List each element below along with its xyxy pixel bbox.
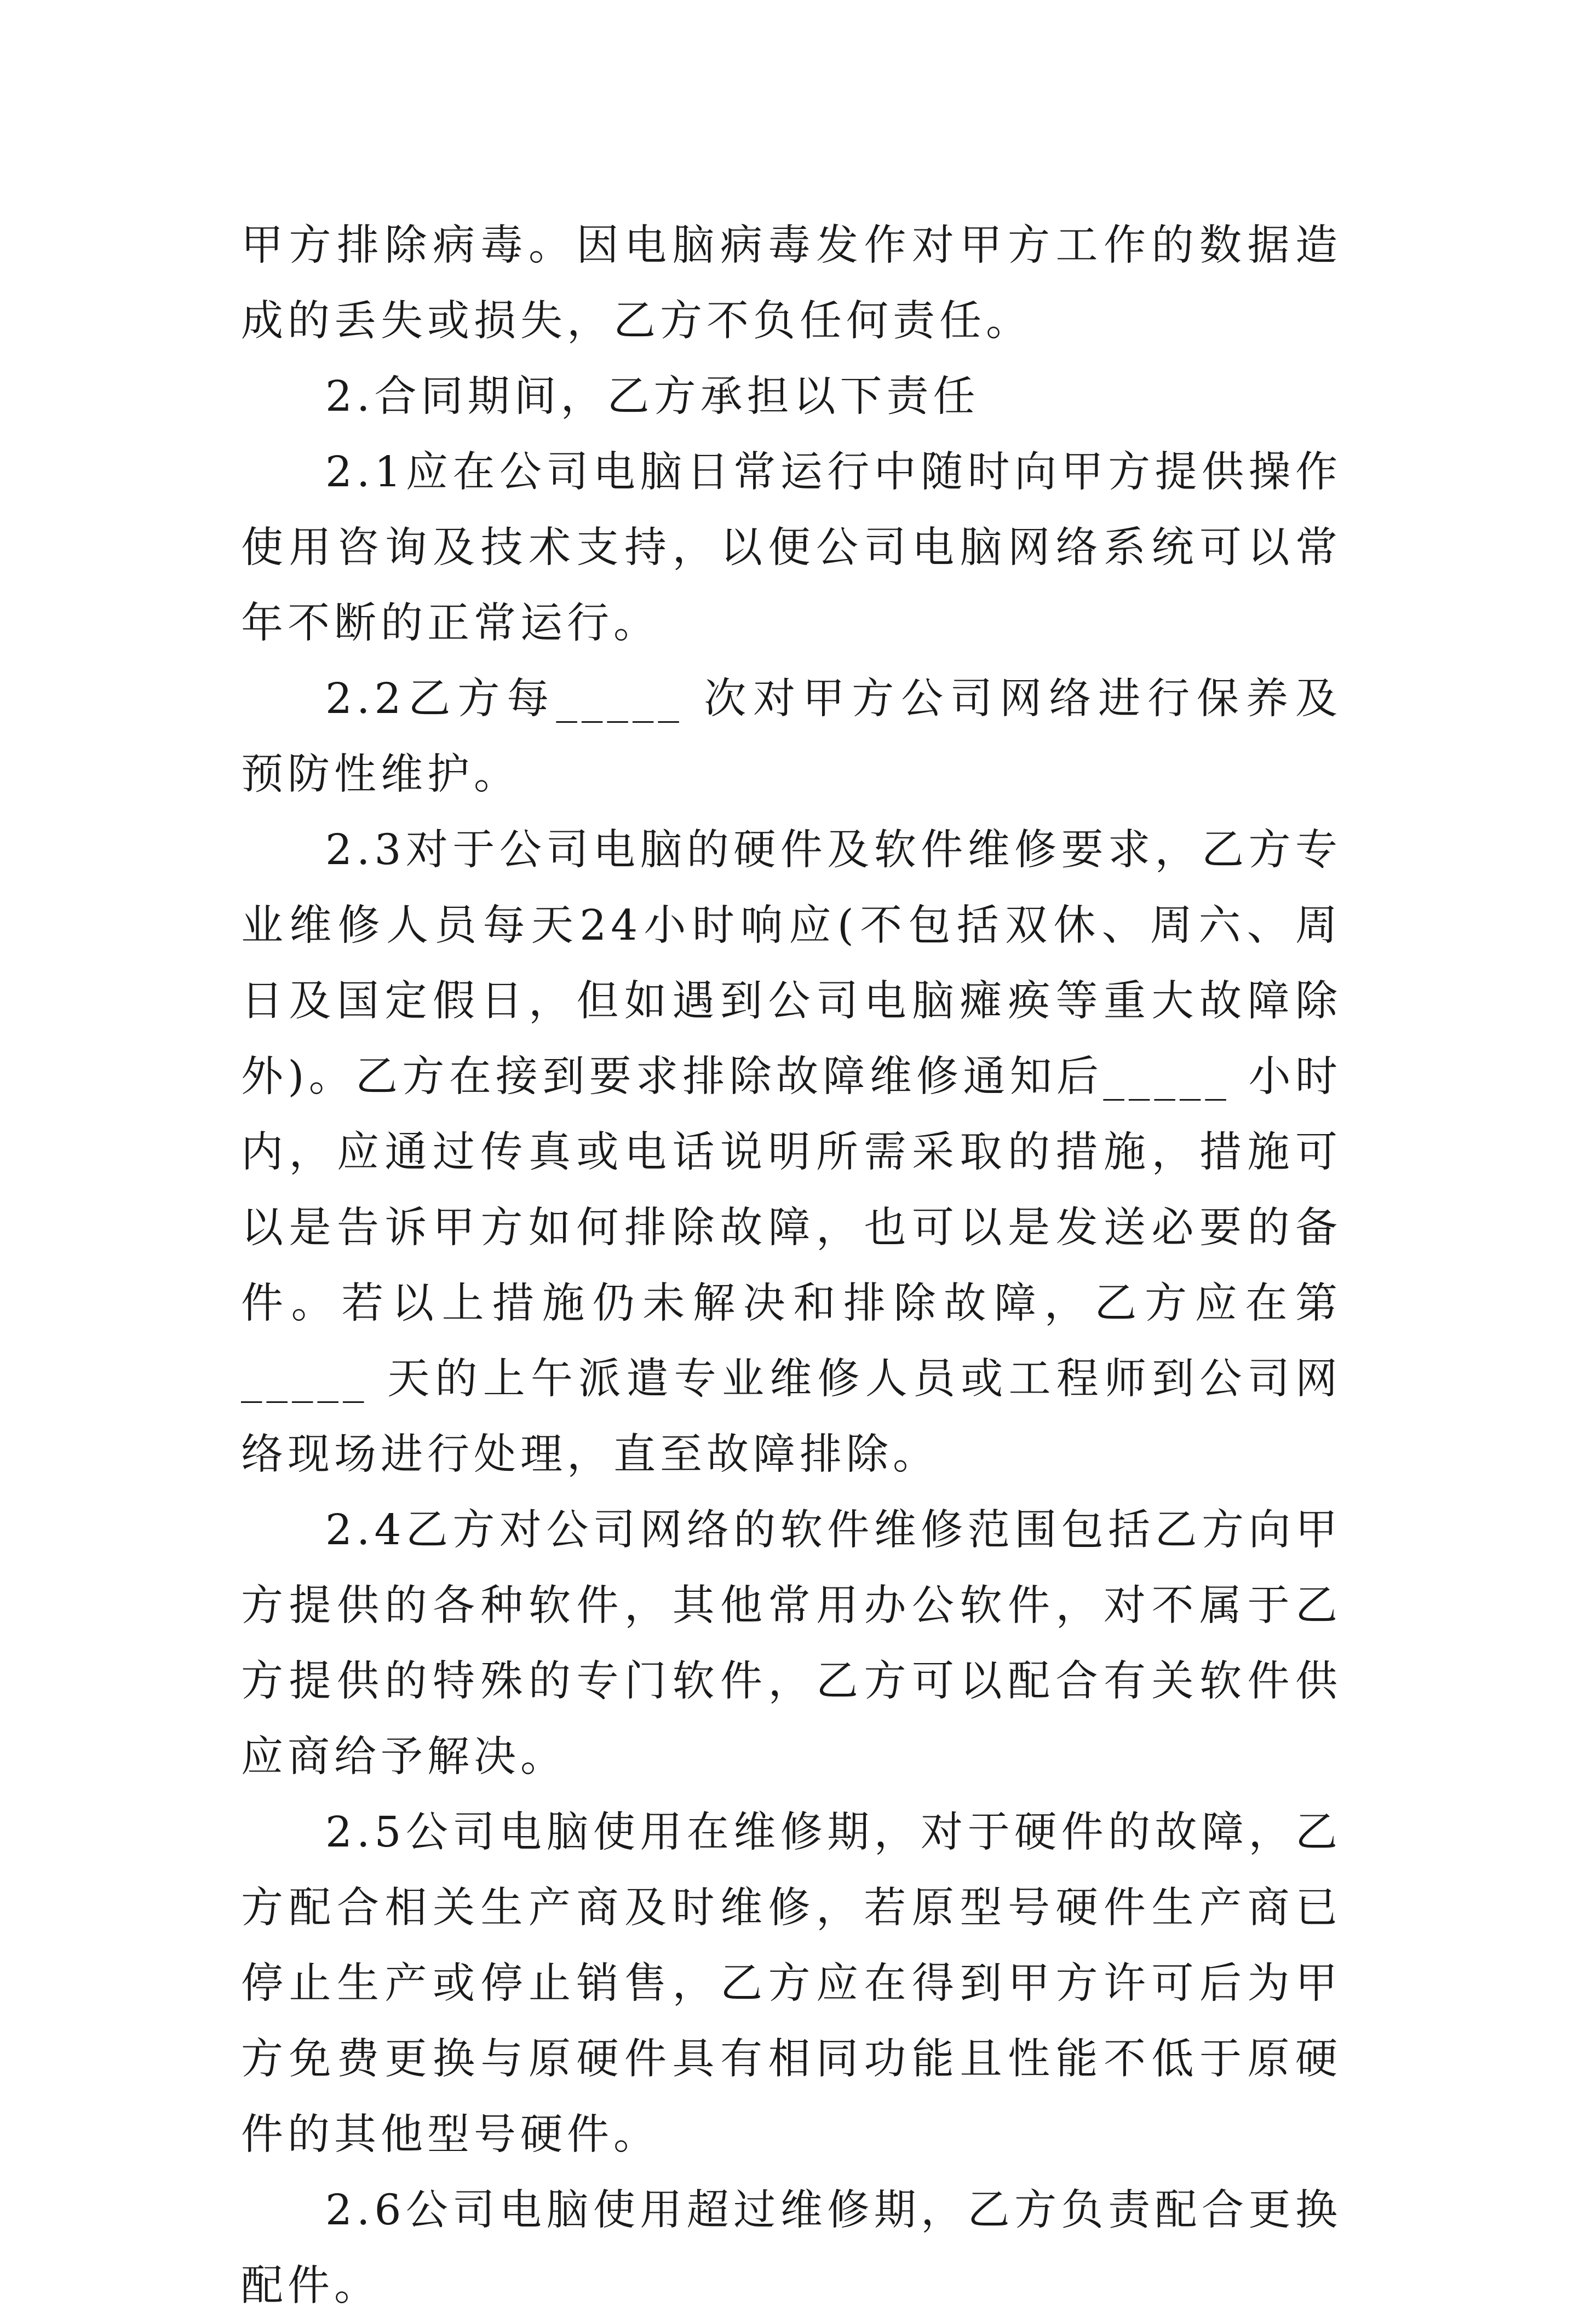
paragraph-2-6: 2.6公司电脑使用超过维修期，乙方负责配合更换配件。	[241, 2186, 1342, 2310]
paragraph-2-3: 2.3对于公司电脑的硬件及软件维修要求，乙方专业维修人员每天24小时响应(不包括双休、周六、周日及国定假日，但如遇到公司电脑瘫痪等重大故障除外)。乙方在接到要求排除故障维修通知后_____ 小时内，应通过传真或电话说明所需采取的措施，措施可以是告诉甲方如何排除故障，也可以是发送必要的备件。若以上措施仍未解决和排除故障，乙方应在第_____ 天的上午派遣专业维修人员或工程师到公司网络现场进行处理，直至故障排除。	[241, 826, 1342, 1479]
document-body	[241, 208, 1342, 2324]
paragraph-2-1: 2.1应在公司电脑日常运行中随时向甲方提供操作使用咨询及技术支持，以便公司电脑网络系统可以常年不断的正常运行。	[241, 448, 1342, 648]
paragraph-2-5: 2.5公司电脑使用在维修期，对于硬件的故障，乙方配合相关生产商及时维修，若原型号硬件生产商已停止生产或停止销售，乙方应在得到甲方许可后为甲方免费更换与原硬件具有相同功能且性能不低于原硬件的其他型号硬件。	[241, 1808, 1342, 2159]
paragraph-virus-liability: 甲方排除病毒。因电脑病毒发作对甲方工作的数据造成的丢失或损失，乙方不负任何责任。	[241, 221, 1342, 346]
paragraph-2-2: 2.2乙方每_____ 次对甲方公司网络进行保养及预防性维护。	[241, 675, 1342, 799]
paragraph-2-heading: 2.合同期间，乙方承担以下责任	[325, 372, 980, 421]
paragraph-2-4: 2.4乙方对公司网络的软件维修范围包括乙方向甲方提供的各种软件，其他常用办公软件，对不属于乙方提供的特殊的专门软件，乙方可以配合有关软件供应商给予解决。	[241, 1506, 1342, 1781]
